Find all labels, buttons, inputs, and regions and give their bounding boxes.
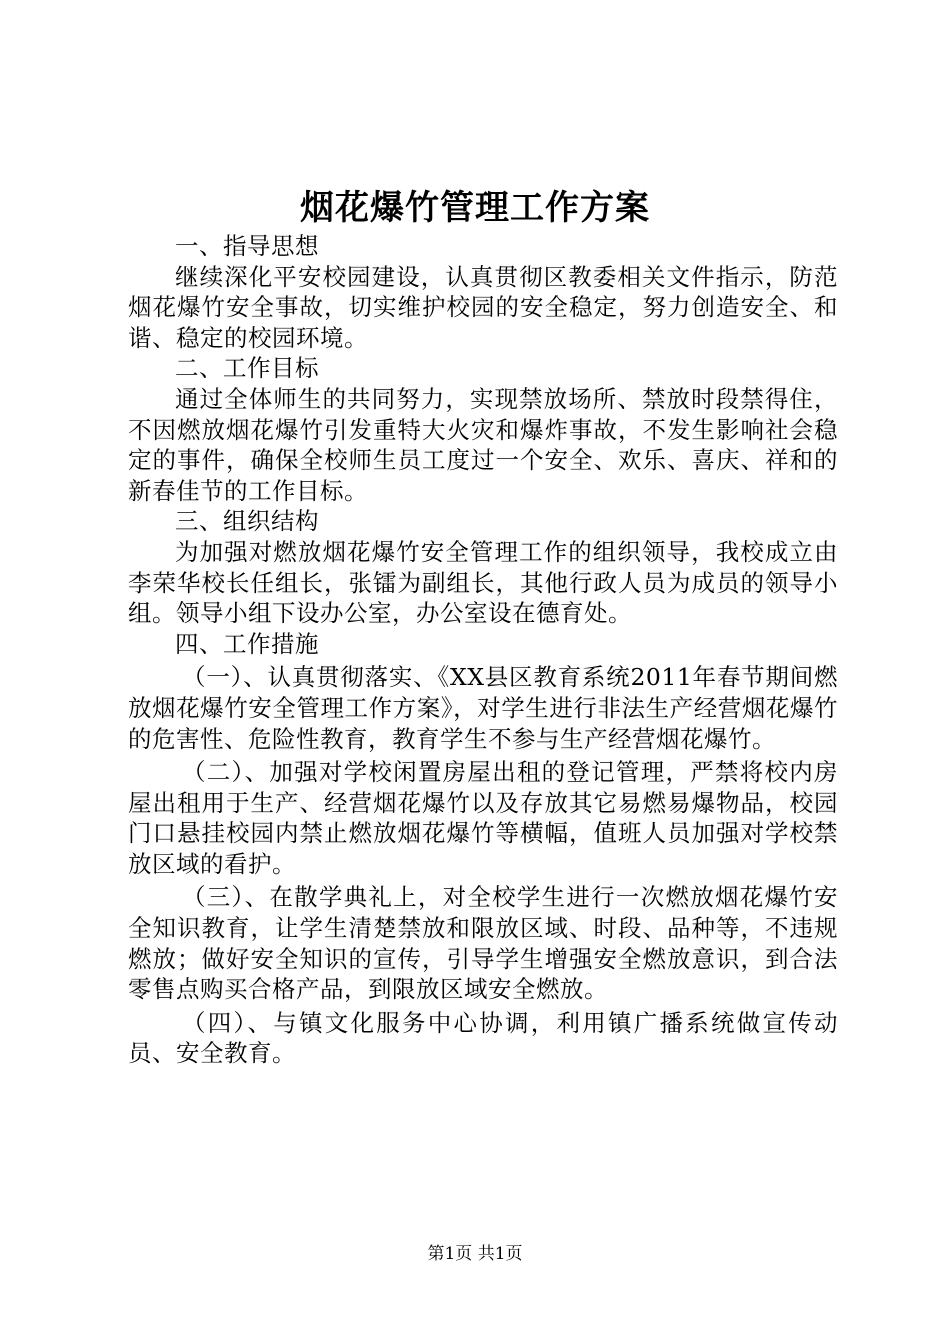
section-heading-organization: 三、组织结构 — [175, 507, 319, 536]
measure-item-1: （一）、认真贯彻落实、《XX县区教育系统2011年春节期间燃放烟花爆竹安全管理工作方案》，对学生进行非法生产经营烟花爆竹的危害性、危险性教育，教育学生不参与生产经营烟花爆竹。 — [128, 663, 838, 753]
measure-item-2: （二）、加强对学校闲置房屋出租的登记管理，严禁将校内房屋出租用于生产、经营烟花爆竹以及存放其它易燃易爆物品，校园门口悬挂校园内禁止燃放烟花爆竹等横幅，值班人员加强对学校禁放区域的看护。 — [128, 758, 838, 878]
document-title: 烟花爆竹管理工作方案 — [300, 188, 650, 228]
paragraph-guiding-ideology: 继续深化平安校园建设，认真贯彻区教委相关文件指示，防范烟花爆竹安全事故，切实维护校园的安全稳定，努力创造安全、和谐、稳定的校园环境。 — [128, 262, 838, 352]
paragraph-organization: 为加强对燃放烟花爆竹安全管理工作的组织领导，我校成立由李荣华校长任组长，张镭为副组长，其他行政人员为成员的领导小组。领导小组下设办公室，办公室设在德育处。 — [128, 537, 838, 628]
page-footer: 第1页 共1页 — [427, 1244, 523, 1264]
section-heading-work-goals: 二、工作目标 — [175, 354, 319, 383]
measure-item-3: （三）、在散学典礼上，对全校学生进行一次燃放烟花爆竹安全知识教育，让学生清楚禁放和限放区域、时段、品种等，不违规燃放；做好安全知识的宣传，引导学生增强安全燃放意识，到合法零售点购买合格产品，到限放区域安全燃放。 — [128, 883, 838, 1004]
section-heading-work-measures: 四、工作措施 — [175, 629, 319, 658]
paragraph-work-goals: 通过全体师生的共同努力，实现禁放场所、禁放时段禁得住，不因燃放烟花爆竹引发重特大火灾和爆炸事故，不发生影响社会稳定的事件，确保全校师生员工度过一个安全、欢乐、喜庆、祥和的新春佳节的工作目标。 — [128, 384, 838, 505]
section-heading-guiding-ideology: 一、指导思想 — [175, 232, 319, 260]
document-body — [128, 231, 838, 1069]
measure-item-4: （四）、与镇文化服务中心协调，利用镇广播系统做宣传动员、安全教育。 — [128, 1008, 838, 1068]
